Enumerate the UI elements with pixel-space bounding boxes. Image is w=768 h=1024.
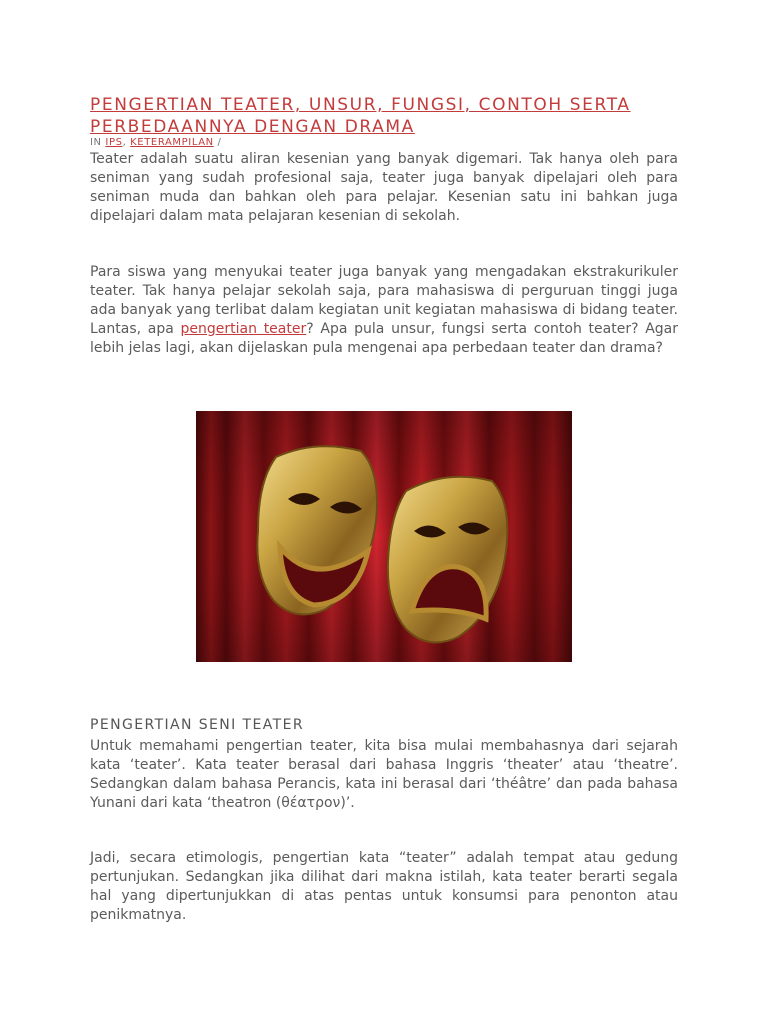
para2-text-start: Para siswa yang menyukai teater juga banyak yang mengadakan ekstrakurikuler teater. Tak hanya pelajar sekolah saja, para mahasiswa di perguruan tinggi juga ada banyak yang terlibat dalam kegiatan unit kegiatan mahasiswa di bidang teater. Lantas, apa [90,264,678,337]
article-title-link[interactable] [90,95,631,137]
theater-masks-image [196,411,572,662]
meta-separator: , [122,137,131,148]
meta-prefix: IN [90,137,106,148]
category-link-keterampilan[interactable]: KETERAMPILAN [130,137,214,148]
pengertian-teater-link[interactable]: pengertian teater [180,321,307,337]
title-line-1: PENGERTIAN TEATER, UNSUR, FUNGSI, CONTOH SERTA [90,95,631,115]
second-paragraph [90,263,678,358]
etymology-paragraph: Untuk memahami pengertian teater, kita bisa mulai membahasnya dari sejarah kata ‘teater’. Kata teater berasal dari bahasa Inggris ‘theater’ atau ‘theatre’. Sedangkan dalam bahasa Perancis, kata ini berasal dari ‘théâtre’ dan pada bahasa Yunani dari kata ‘theatron (θέατρον)’. [90,738,678,811]
section-heading: PENGERTIAN SENI TEATER [90,717,304,733]
article-title [90,94,690,138]
title-line-2: PERBEDAANNYA DENGAN DRAMA [90,117,415,137]
post-meta [90,137,222,148]
para2-text-end: ? Apa pula unsur, fungsi serta contoh teater? Agar lebih jelas lagi, akan dijelaskan pula mengenai apa perbedaan teater dan drama? [90,321,679,356]
meta-suffix: / [213,137,222,148]
category-link-ips[interactable]: IPS [105,137,123,148]
conclusion-paragraph: Jadi, secara etimologis, pengertian kata “teater” adalah tempat atau gedung pertunjukan. Sedangkan jika dilihat dari makna istilah, kata teater berarti segala hal yang dipertunjukkan di atas pentas untuk konsumsi para penonton atau penikmatnya. [90,850,678,923]
intro-paragraph: Teater adalah suatu aliran kesenian yang banyak digemari. Tak hanya oleh para seniman yang sudah profesional saja, teater juga banyak dipelajari oleh para seniman muda dan bahkan oleh para pelajar. Kesenian satu ini bahkan juga dipelajari dalam mata pelajaran kesenian di sekolah. [90,151,678,224]
